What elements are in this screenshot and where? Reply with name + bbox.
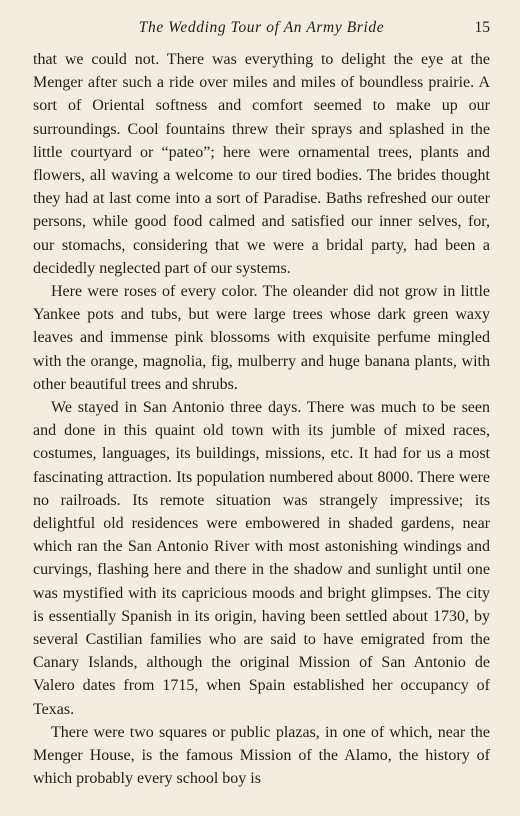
page-number: 15 [474,19,490,36]
running-title: The Wedding Tour of An Army Bride [138,19,385,36]
paragraph-san-antonio: We stayed in San Antonio three days. There was much to be seen and done in this quaint old town with its jumble of mixed races, costumes, languages, its buildings, missions, etc. It had for us a most fascinating attraction. Its population numbered about 8000. There were no railroads. Its remote situation was strangely impressive; its delightful old residences were embowered in shaded gardens, near which ran the San Antonio River with most astonishing windings and curvings, flashing here and there in the shadow and sunlight until one was mystified with its capricious moods and bright glimpses. The city is essentially Spanish in its origin, having been settled about 1730, by several Castilian families who are said to have emigrated from the Canary Islands, although the original Mission of San Antonio de Valero dates from 1715, when Spain established her occupancy of Texas. [33,399,490,718]
running-header [33,12,490,42]
body-text [33,48,490,791]
paragraph-menger-hotel: that we could not. There was everything to delight the eye at the Menger after such a ride over miles and miles of boundless prairie. A sort of Oriental softness and comfort seemed to make up our surroundings. Cool fountains threw their sprays and splashed in the little courtyard or “pateo”; here were ornamental trees, plants and flowers, all waving a welcome to our tired bodies. The brides thought they had at last come into a sort of Paradise. Baths refreshed our outer persons, while good food calmed and satisfied our inner selves, for, our stomachs, considering that we were a bridal party, had been a decidedly neglected part of our systems. [33,51,490,277]
paragraph-roses: Here were roses of every color. The oleander did not grow in little Yankee pots and tubs, but were large trees whose dark green waxy leaves and immense pink blossoms with exquisite perfume mingled with the orange, magnolia, fig, mulberry and huge banana plants, with other beautiful trees and shrubs. [33,283,490,393]
paragraph-plazas: There were two squares or public plazas, in one of which, near the Menger House, is the famous Mission of the Alamo, the history of which probably every school boy is [33,723,490,788]
